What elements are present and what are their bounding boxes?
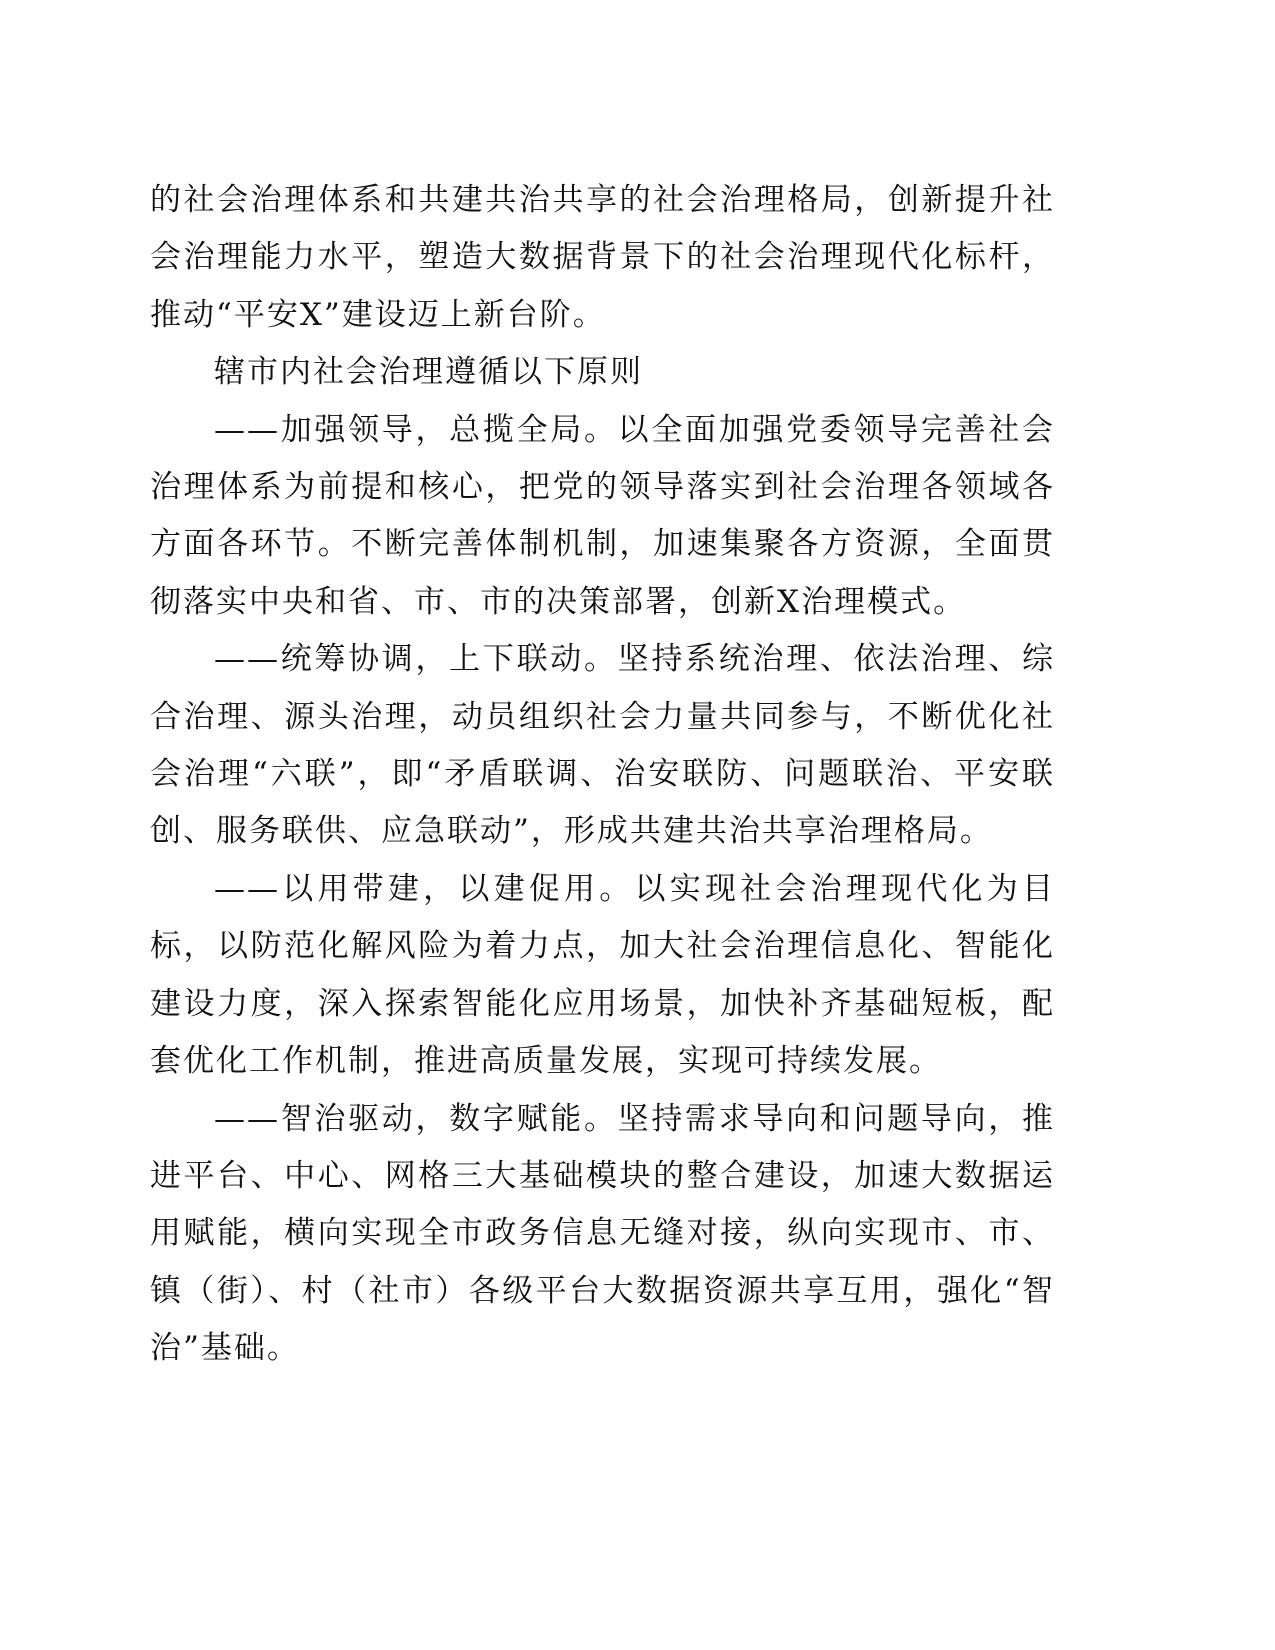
paragraph-principle-smart-governance: ——智治驱动，数字赋能。坚持需求导向和问题导向，推进平台、中心、网格三大基础模块的整合建设，加速大数据运用赋能，横向实现全市政务信息无缝对接，纵向实现市、市、镇（街）、村（社市）各级平台大数据资源共享互用，强化“智治”基础。 xyxy=(150,1100,1055,1367)
paragraph-principle-leadership: ——加强领导，总揽全局。以全面加强党委领导完善社会治理体系为前提和核心，把党的领导落实到社会治理各领域各方面各环节。不断完善体制机制，加速集聚各方资源，全面贯彻落实中央和省、市、市的决策部署，创新X治理模式。 xyxy=(150,411,1055,620)
document-body xyxy=(150,172,1055,1378)
paragraph-continuation: 的社会治理体系和共建共治共享的社会治理格局，创新提升社会治理能力水平，塑造大数据背景下的社会治理现代化标杆，推动“平安X”建设迈上新台阶。 xyxy=(150,182,1055,333)
paragraph-principles-heading: 辖市内社会治理遵循以下原则 xyxy=(214,354,643,391)
paragraph-principle-coordination: ——统筹协调，上下联动。坚持系统治理、依法治理、综合治理、源头治理，动员组织社会力量共同参与，不断优化社会治理“六联”，即“矛盾联调、治安联防、问题联治、平安联创、服务联供、应急联动”，形成共建共治共享治理格局。 xyxy=(150,641,1055,850)
paragraph-principle-application: ——以用带建，以建促用。以实现社会治理现代化为目标，以防范化解风险为着力点，加大社会治理信息化、智能化建设力度，深入探索智能化应用场景，加快补齐基础短板，配套优化工作机制，推进高质量发展，实现可持续发展。 xyxy=(150,870,1055,1080)
